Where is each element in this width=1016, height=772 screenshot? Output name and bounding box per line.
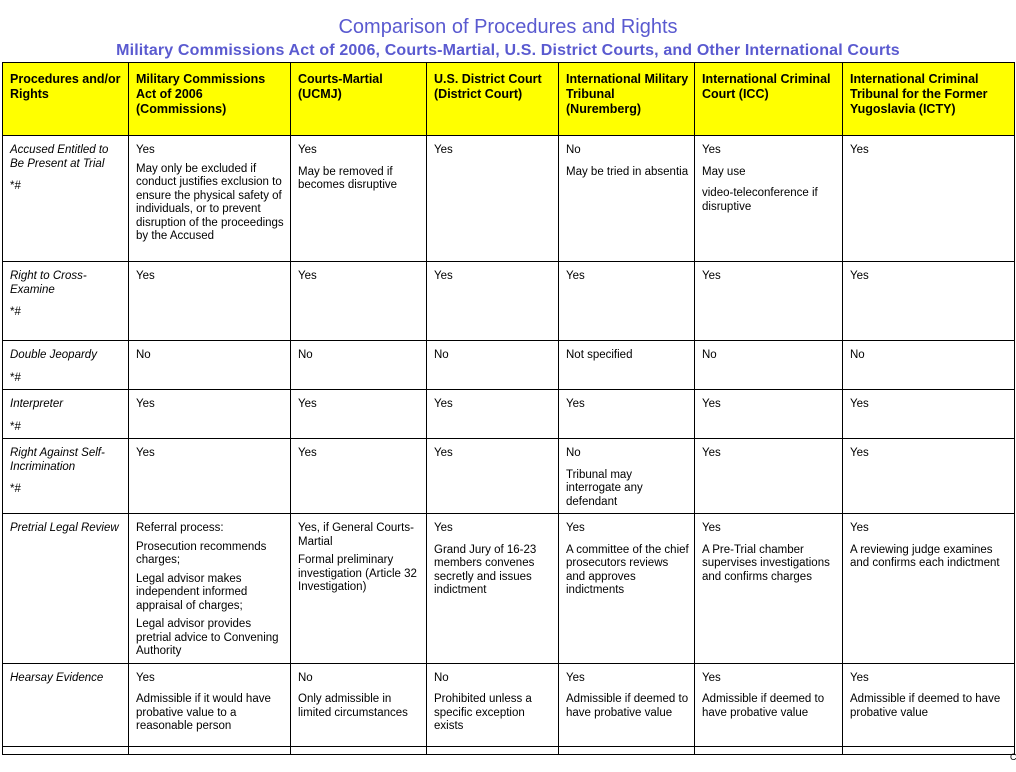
header-courts-martial: Courts-Martial (UCMJ) — [291, 63, 427, 136]
cell-value: Yes — [702, 671, 721, 684]
header-district-court: U.S. District Court (District Court) — [427, 63, 559, 136]
cell-icty: Yes — [843, 390, 1015, 439]
cell-value: Yes — [434, 144, 453, 156]
row-label-pretrial-review — [3, 514, 129, 664]
cell-courts-martial — [291, 136, 427, 262]
cell-icc — [695, 136, 843, 262]
cell-note: Admissible if it would have probative value to a reasonable person — [136, 693, 271, 732]
cell-note: Legal advisor makes independent informed appraisal of charges; — [136, 572, 248, 612]
cell-note: May use — [702, 165, 746, 178]
cell-value: Yes — [850, 144, 869, 156]
cell-courts-martial: Yes — [291, 439, 427, 514]
cell-icty — [843, 514, 1015, 664]
cell-value: No — [298, 671, 313, 684]
table-row-pretrial-review — [3, 514, 1015, 664]
row-label-text: Pretrial Legal Review — [10, 522, 119, 534]
cell-note: May be removed if becomes disruptive — [298, 165, 398, 191]
cell-value: Yes — [434, 522, 453, 534]
cell-commissions — [129, 514, 291, 664]
row-label-present — [3, 136, 129, 262]
cell-courts-martial: Yes — [291, 390, 427, 439]
cell-icty: Yes — [843, 262, 1015, 341]
table-row-truncated — [3, 746, 1015, 754]
cell-district-court: Yes — [427, 262, 559, 341]
row-label-cross-examine — [3, 262, 129, 341]
row-label-text: Double Jeopardy — [10, 349, 97, 361]
cell-note: Tribunal may interrogate any defendant — [566, 468, 643, 508]
cell-value: Yes — [298, 144, 317, 156]
cell-value: Yes — [136, 144, 155, 156]
empty-cell — [695, 746, 843, 754]
header-icty: International Criminal Tribunal for the Former Yugoslavia (ICTY) — [843, 63, 1015, 136]
cell-district-court — [427, 136, 559, 262]
table-row-hearsay — [3, 663, 1015, 746]
page-title: Comparison of Procedures and Rights — [338, 16, 678, 38]
cell-note: Only admissible in limited circumstances — [298, 693, 408, 719]
cell-icc: Yes — [695, 439, 843, 514]
header-procedures: Procedures and/or Rights — [3, 63, 129, 136]
cell-value: Yes — [702, 144, 721, 156]
row-mark: *# — [10, 483, 21, 495]
cell-value: Yes — [702, 522, 721, 534]
cell-nuremberg — [559, 514, 695, 664]
cell-icty — [843, 663, 1015, 746]
row-mark: *# — [10, 306, 21, 318]
row-mark: *# — [10, 371, 21, 384]
empty-cell — [843, 746, 1015, 754]
cell-icc: Yes — [695, 262, 843, 341]
cell-note: Formal preliminary investigation (Article 32 Investigation) — [298, 554, 417, 593]
header-nuremberg: International Military Tribunal (Nuremberg) — [559, 63, 695, 136]
cell-icty — [843, 136, 1015, 262]
cell-courts-martial — [291, 663, 427, 746]
row-label-text: Right to Cross-Examine — [10, 270, 87, 296]
empty-cell — [129, 746, 291, 754]
comparison-table — [2, 62, 1015, 755]
cell-nuremberg — [559, 663, 695, 746]
cell-note: Admissible if deemed to have probative value — [566, 693, 689, 719]
row-label-text: Right Against Self-Incrimination — [10, 447, 105, 473]
cell-courts-martial: Yes — [291, 262, 427, 341]
cell-note: Admissible if deemed to have probative value — [850, 693, 1001, 719]
cell-note: May be tried in absentia — [566, 165, 689, 178]
cell-note: May only be excluded if conduct justifies exclusion to ensure the physical safety of individuals, or to prevent disruption of the proceedings by the Accused — [136, 162, 284, 242]
page-corner-mark: C — [1010, 752, 1016, 762]
cell-icc — [695, 514, 843, 664]
empty-cell — [3, 746, 129, 754]
header-row — [3, 63, 1015, 136]
header-icc: International Criminal Court (ICC) — [695, 63, 843, 136]
cell-icty: Yes — [843, 439, 1015, 514]
cell-note: Legal advisor provides pretrial advice to Convening Authority — [136, 618, 279, 657]
cell-courts-martial — [291, 514, 427, 664]
cell-district-court — [427, 514, 559, 664]
cell-value: Yes — [850, 671, 869, 684]
row-label-text: Accused Entitled to Be Present at Trial — [10, 144, 109, 170]
row-label-interpreter — [3, 390, 129, 439]
cell-note: video-teleconference if disruptive — [702, 187, 818, 213]
cell-icc: No — [695, 341, 843, 390]
cell-value: No — [566, 447, 581, 459]
cell-commissions — [129, 136, 291, 262]
empty-cell — [559, 746, 695, 754]
cell-nuremberg: Yes — [559, 390, 695, 439]
table-row-double-jeopardy — [3, 341, 1015, 390]
table-row-self-incrimination — [3, 439, 1015, 514]
empty-cell — [427, 746, 559, 754]
header-commissions: Military Commissions Act of 2006 (Commissions) — [129, 63, 291, 136]
row-mark: *# — [10, 180, 21, 192]
cell-icc — [695, 663, 843, 746]
row-mark: *# — [10, 420, 21, 433]
cell-value: Yes — [136, 671, 155, 684]
cell-note: Grand Jury of 16-23 members convenes secretly and issues indictment — [434, 543, 537, 596]
cell-commissions: No — [129, 341, 291, 390]
cell-district-court: Yes — [427, 390, 559, 439]
cell-value: Yes — [566, 522, 585, 534]
table-row-cross-examine — [3, 262, 1015, 341]
cell-value: Yes, if General Courts-Martial — [298, 522, 414, 548]
cell-commissions: Yes — [129, 439, 291, 514]
cell-nuremberg: Yes — [559, 262, 695, 341]
cell-note: Prosecution recommends charges; — [136, 540, 267, 566]
page-subtitle: Military Commissions Act of 2006, Courts-Martial, U.S. District Courts, and Other International Courts — [116, 42, 900, 59]
cell-district-court: No — [427, 341, 559, 390]
row-label-self-incrimination — [3, 439, 129, 514]
cell-note: A committee of the chief prosecutors reviews and approves indictments — [566, 543, 689, 596]
cell-icc: Yes — [695, 390, 843, 439]
cell-note: A reviewing judge examines and confirms each indictment — [850, 543, 1000, 569]
table-row-interpreter — [3, 390, 1015, 439]
row-label-hearsay — [3, 663, 129, 746]
cell-note: Prohibited unless a specific exception exists — [434, 693, 532, 732]
cell-nuremberg: Not specified — [559, 341, 695, 390]
row-label-text: Hearsay Evidence — [10, 671, 104, 684]
row-label-text: Interpreter — [10, 398, 64, 410]
cell-commissions — [129, 663, 291, 746]
cell-icty: No — [843, 341, 1015, 390]
cell-note: A Pre-Trial chamber supervises investigations and confirms charges — [702, 543, 830, 583]
cell-value: No — [434, 671, 449, 684]
cell-value: Yes — [850, 522, 869, 534]
cell-note: Admissible if deemed to have probative value — [702, 693, 825, 719]
cell-commissions: Yes — [129, 390, 291, 439]
cell-commissions: Yes — [129, 262, 291, 341]
cell-value: No — [566, 144, 581, 156]
cell-nuremberg — [559, 439, 695, 514]
table-row-present — [3, 136, 1015, 262]
cell-courts-martial: No — [291, 341, 427, 390]
cell-value: Yes — [566, 671, 585, 684]
cell-district-court — [427, 663, 559, 746]
cell-district-court: Yes — [427, 439, 559, 514]
cell-nuremberg — [559, 136, 695, 262]
cell-value: Referral process: — [136, 522, 224, 534]
row-label-double-jeopardy — [3, 341, 129, 390]
empty-cell — [291, 746, 427, 754]
